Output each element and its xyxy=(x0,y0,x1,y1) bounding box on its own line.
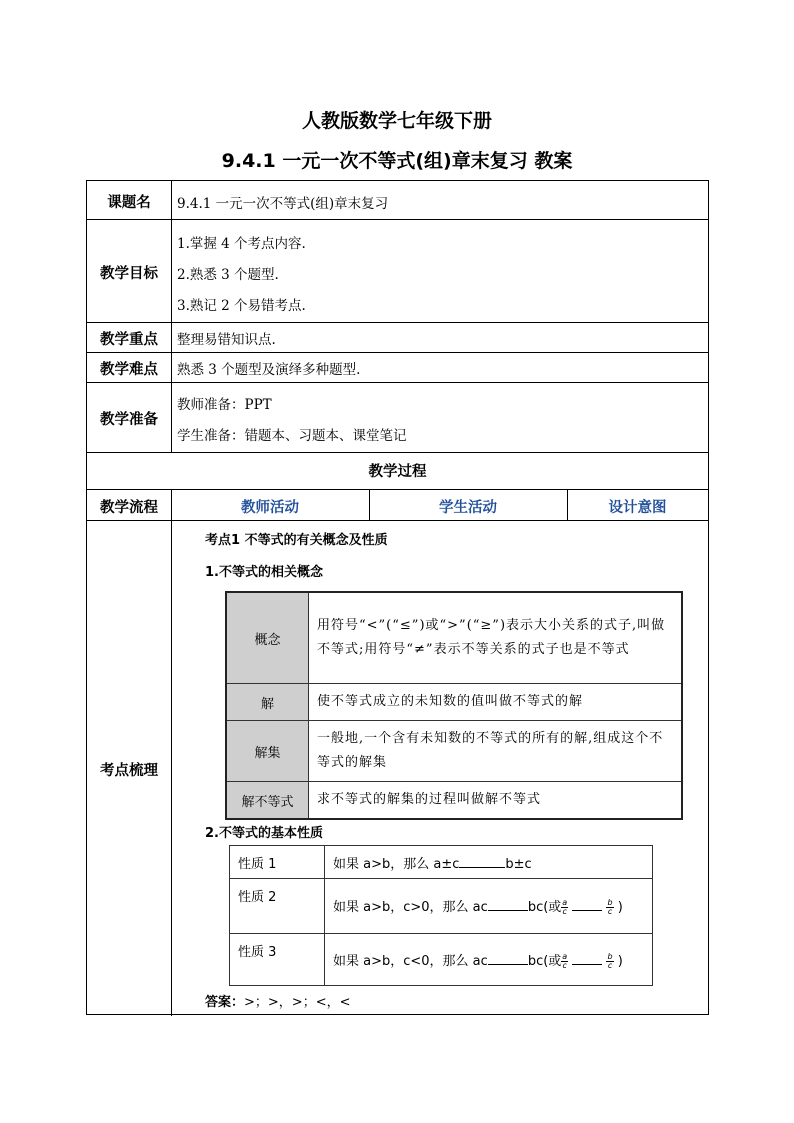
concepts-table xyxy=(225,591,683,820)
review-label: 考点梳理 xyxy=(100,763,158,779)
key-value: 整理易错知识点. xyxy=(177,332,276,348)
col-design: 设计意图 xyxy=(608,500,667,516)
property-text: 如果 a>b，c<0，那么 ac xyxy=(333,953,488,969)
property-statement xyxy=(325,934,653,986)
table-row xyxy=(226,782,682,820)
property-text: bc(或 xyxy=(527,900,562,915)
prep-label: 教学准备 xyxy=(100,412,158,428)
topic-value: 9.4.1 一元一次不等式(组)章末复习 xyxy=(177,196,389,212)
concept-term: 解集 xyxy=(226,721,309,782)
difficulty-value: 熟悉 3 个题型及演绎多种题型. xyxy=(177,362,361,378)
fraction-a-over-c: $\frac{a}{c}$ xyxy=(562,951,568,970)
difficulty-label: 教学难点 xyxy=(100,362,158,378)
process-title: 教学过程 xyxy=(368,464,427,480)
goal-item: 3.熟记 2 个易错考点. xyxy=(177,298,306,314)
concept-term: 概念 xyxy=(226,592,309,684)
lesson-title: 9.4.1 一元一次不等式(组)章末复习 教案 xyxy=(221,150,573,172)
answer-value: >；>，>；<，< xyxy=(244,995,351,1010)
fraction-b-over-c: $\frac{b}{c}$ xyxy=(607,898,613,916)
property-name: 性质 2 xyxy=(230,879,325,934)
property-text: ) xyxy=(617,900,623,915)
property-name: 性质 1 xyxy=(230,846,325,879)
concept-desc: 一般地,一个含有未知数的不等式的所有的解,组成这个不等式的解集 xyxy=(309,721,683,782)
col-student: 学生活动 xyxy=(439,500,497,516)
flow-label: 教学流程 xyxy=(100,500,158,516)
answer-blank xyxy=(488,952,528,965)
fraction-a-over-c: $\frac{a}{c}$ xyxy=(562,898,568,916)
table-row xyxy=(226,592,682,684)
key-label: 教学重点 xyxy=(100,332,158,348)
property-text: 如果 a>b，那么 a±c xyxy=(333,856,460,872)
property-text: 如果 a>b，c>0，那么 ac xyxy=(333,900,488,915)
concept-desc: 求不等式的解集的过程叫做解不等式 xyxy=(309,782,683,820)
prep-teacher: 教师准备：PPT xyxy=(177,397,272,413)
property-name: 性质 3 xyxy=(230,934,325,986)
answer-blank xyxy=(488,898,528,911)
concepts-heading: 1.不等式的相关概念 xyxy=(205,565,323,580)
answer-blank xyxy=(572,952,602,965)
fraction-b-over-c: $\frac{b}{c}$ xyxy=(607,951,613,970)
answer-label: 答案： xyxy=(205,995,245,1010)
property-statement xyxy=(325,879,653,934)
prep-student: 学生准备：错题本、习题本、课堂笔记 xyxy=(177,428,407,444)
point-1-heading: 考点1 不等式的有关概念及性质 xyxy=(205,533,388,548)
properties-heading: 2.不等式的基本性质 xyxy=(205,826,323,841)
properties-table xyxy=(229,845,653,986)
table-row xyxy=(226,684,682,721)
table-row xyxy=(226,721,682,782)
lesson-plan-table xyxy=(86,180,709,1015)
goals-label: 教学目标 xyxy=(100,266,158,282)
concept-term: 解不等式 xyxy=(226,782,309,820)
answer-blank xyxy=(572,898,602,911)
property-text: b±c xyxy=(505,856,532,872)
answer-line xyxy=(205,991,350,1010)
goal-item: 1.掌握 4 个考点内容. xyxy=(177,236,306,252)
goal-item: 2.熟悉 3 个题型. xyxy=(177,267,279,283)
document-title: 人教版数学七年级下册 xyxy=(301,110,492,132)
table-row xyxy=(230,879,653,934)
answer-blank xyxy=(459,855,505,868)
property-text: bc(或 xyxy=(527,953,562,969)
concept-desc: 用符号“<”(“≤”)或“>”(“≥”)表示大小关系的式子,叫做不等式;用符号“≠”表示不等关系的式子也是不等式 xyxy=(309,592,683,684)
table-row xyxy=(230,934,653,986)
topic-label: 课题名 xyxy=(107,195,151,211)
property-statement xyxy=(325,846,653,879)
concept-desc: 使不等式成立的未知数的值叫做不等式的解 xyxy=(309,684,683,721)
col-teacher: 教师活动 xyxy=(241,500,299,516)
table-row xyxy=(230,846,653,879)
property-text: ) xyxy=(617,953,623,969)
concept-term: 解 xyxy=(226,684,309,721)
